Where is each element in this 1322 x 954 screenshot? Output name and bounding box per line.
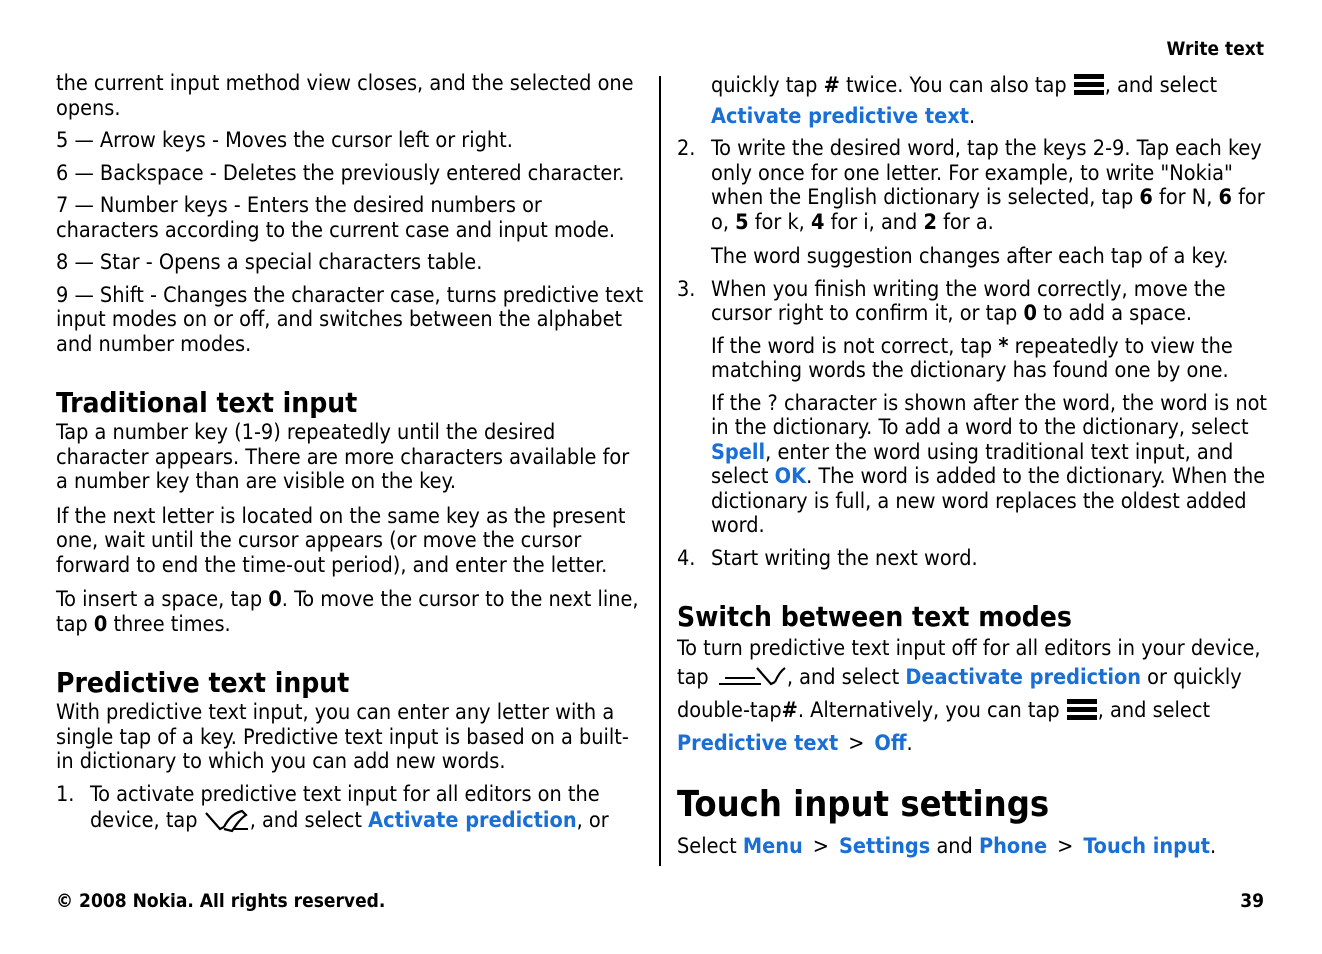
running-header: Write text <box>1166 38 1264 60</box>
spell-link[interactable]: Spell <box>711 439 766 465</box>
paragraph: The word suggestion changes after each tap of a key. <box>711 244 1229 269</box>
step-number: 4. <box>677 545 696 571</box>
list-item: 7 — Number keys - Enters the desired numbers or characters according to the current case and input mode. <box>56 193 616 243</box>
section-heading: Traditional text input <box>56 386 358 419</box>
touch-input-link[interactable]: Touch input <box>1083 834 1210 859</box>
settings-link[interactable]: Settings <box>838 834 931 859</box>
menu-link[interactable]: Menu <box>742 834 803 859</box>
step-number: 2. <box>677 136 696 161</box>
list-item: 5 — Arrow keys - Moves the cursor left or right. <box>56 128 513 153</box>
breadcrumb-separator: > <box>1057 834 1074 859</box>
page-number: 39 <box>1240 890 1264 912</box>
paragraph: the current input method view closes, and the selected one opens. <box>56 71 634 121</box>
off-link[interactable]: Off <box>874 731 907 756</box>
paragraph: To insert a space, tap 0. To move the cursor to the next line, tap 0 three times. <box>56 587 639 637</box>
section-heading: Predictive text input <box>56 666 350 699</box>
ok-link[interactable]: OK <box>774 464 807 489</box>
chapter-heading: Touch input settings <box>677 784 1050 825</box>
paragraph: With predictive text input, you can enter any letter with a single tap of a key. Predictive text input is based on a built-in dictionary to which you can add new words. <box>56 700 629 774</box>
step-number: 3. <box>677 276 696 302</box>
menu-icon <box>1073 72 1105 105</box>
key-label: 0 <box>93 611 108 637</box>
breadcrumb-separator: > <box>812 834 829 859</box>
step-continuation: quickly tap # twice. You can also tap , and select Activate predictive text. <box>711 73 1218 129</box>
left-column <box>56 72 646 848</box>
copyright: © 2008 Nokia. All rights reserved. <box>56 890 386 912</box>
list-item: 8 — Star - Opens a special characters table. <box>56 250 483 275</box>
predictive-text-link[interactable]: Predictive text <box>677 731 839 756</box>
pen-underline-icon <box>715 662 787 697</box>
numbered-step: 4. Start writing the next word. <box>677 545 978 571</box>
breadcrumb-separator: > <box>848 731 865 756</box>
numbered-step: 2. To write the desired word, tap the keys 2-9. Tap each key only once for one letter. For example, to write "Nokia" when the English dictionary is selected, tap 6 for N, 6 for o, 5 for k, 4 for i, and 2 for a. The word suggestion changes after each tap of a key. <box>677 137 1267 270</box>
key-label: # <box>823 73 840 98</box>
paragraph: To turn predictive text input off for all editors in your device, tap , and select Deactivate prediction or quickly double-tap#. Alternatively, you can tap , and select Predictive text > Off. <box>677 636 1261 756</box>
paragraph: If the word is not correct, tap * repeatedly to view the matching words the dictionary has found one by one. <box>711 333 1233 383</box>
list-item: 9 — Shift - Changes the character case, turns predictive text input modes on or off, and switches between the alphabet and number modes. <box>56 282 644 357</box>
menu-icon <box>1066 697 1098 730</box>
column-divider <box>659 76 661 866</box>
phone-link[interactable]: Phone <box>978 834 1048 859</box>
deactivate-prediction-link[interactable]: Deactivate prediction <box>905 665 1142 690</box>
list-item: 6 — Backspace - Deletes the previously entered character. <box>56 160 625 186</box>
activate-prediction-link[interactable]: Activate prediction <box>368 808 577 833</box>
step-number: 1. <box>56 781 75 807</box>
section-heading: Switch between text modes <box>677 600 1072 633</box>
paragraph: Select Menu > Settings and Phone > Touch input. <box>677 834 1217 859</box>
right-column <box>677 72 1267 868</box>
numbered-step: 3. When you finish writing the word correctly, move the cursor right to confirm it, or tap 0 to add a space. If the word is not correct, tap * repeatedly to view the matching words the dictionary has found one by one. If the ? character is shown after the word, the word is not in the dictionary. To add a word to the dictionary, select Spell, enter the word using traditional text input, and select OK. The word is added to the dictionary. When the dictionary is full, a new word replaces the oldest added word. <box>677 276 1268 538</box>
paragraph: If the ? character is shown after the word, the word is not in the dictionary. To add a word to the dictionary, select Spell, enter the word using traditional text input, and select OK. The word is added to the dictionary. When the dictionary is full, a new word replaces the oldest added word. <box>711 390 1268 538</box>
paragraph: If the next letter is located on the same key as the present one, wait until the cursor appears (or move the cursor forward to end the time-out period), and enter the letter. <box>56 503 626 578</box>
activate-predictive-text-link[interactable]: Activate predictive text <box>711 103 969 129</box>
key-label: 0 <box>268 587 282 612</box>
numbered-step: 1. To activate predictive text input for all editors on the device, tap , and select Activate prediction, or <box>56 783 646 840</box>
pen-check-icon <box>204 807 250 840</box>
paragraph: Tap a number key (1-9) repeatedly until the desired character appears. There are more characters available for a number key than are visible on the key. <box>56 420 630 494</box>
